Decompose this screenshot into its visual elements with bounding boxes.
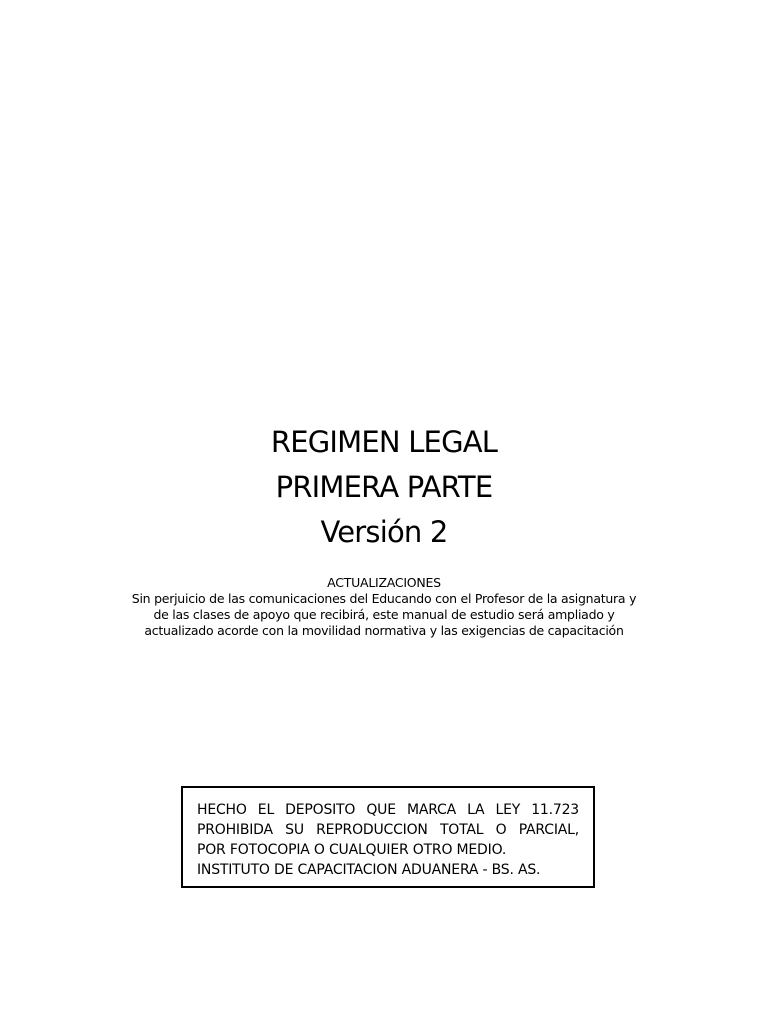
document-title-line-1: REGIMEN LEGAL (270, 425, 498, 459)
updates-paragraph-line-1: Sin perjuicio de las comunicaciones del Educando con el Profesor de la asignatura y (131, 591, 637, 606)
legal-notice-line-2: PROHIBIDA SU REPRODUCCION TOTAL O PARCIAL, (197, 822, 579, 838)
updates-section (0, 575, 768, 639)
updates-paragraph-line-2: de las clases de apoyo que recibirá, este manual de estudio será ampliado y (153, 607, 615, 622)
document-title-line-3: Versión 2 (320, 515, 448, 549)
updates-paragraph-line-3: actualizado acorde con la movilidad normativa y las exigencias de capacitación (144, 623, 624, 638)
legal-notice-box (181, 786, 595, 888)
legal-notice-line-4: INSTITUTO DE CAPACITACION ADUANERA - BS. AS. (197, 862, 541, 878)
document-title-block (0, 420, 768, 555)
document-title-line-2: PRIMERA PARTE (275, 470, 493, 504)
updates-heading: ACTUALIZACIONES (327, 575, 441, 590)
legal-notice-line-3: POR FOTOCOPIA O CUALQUIER OTRO MEDIO. (197, 842, 507, 858)
legal-notice-line-1: HECHO EL DEPOSITO QUE MARCA LA LEY 11.723 (197, 802, 579, 818)
